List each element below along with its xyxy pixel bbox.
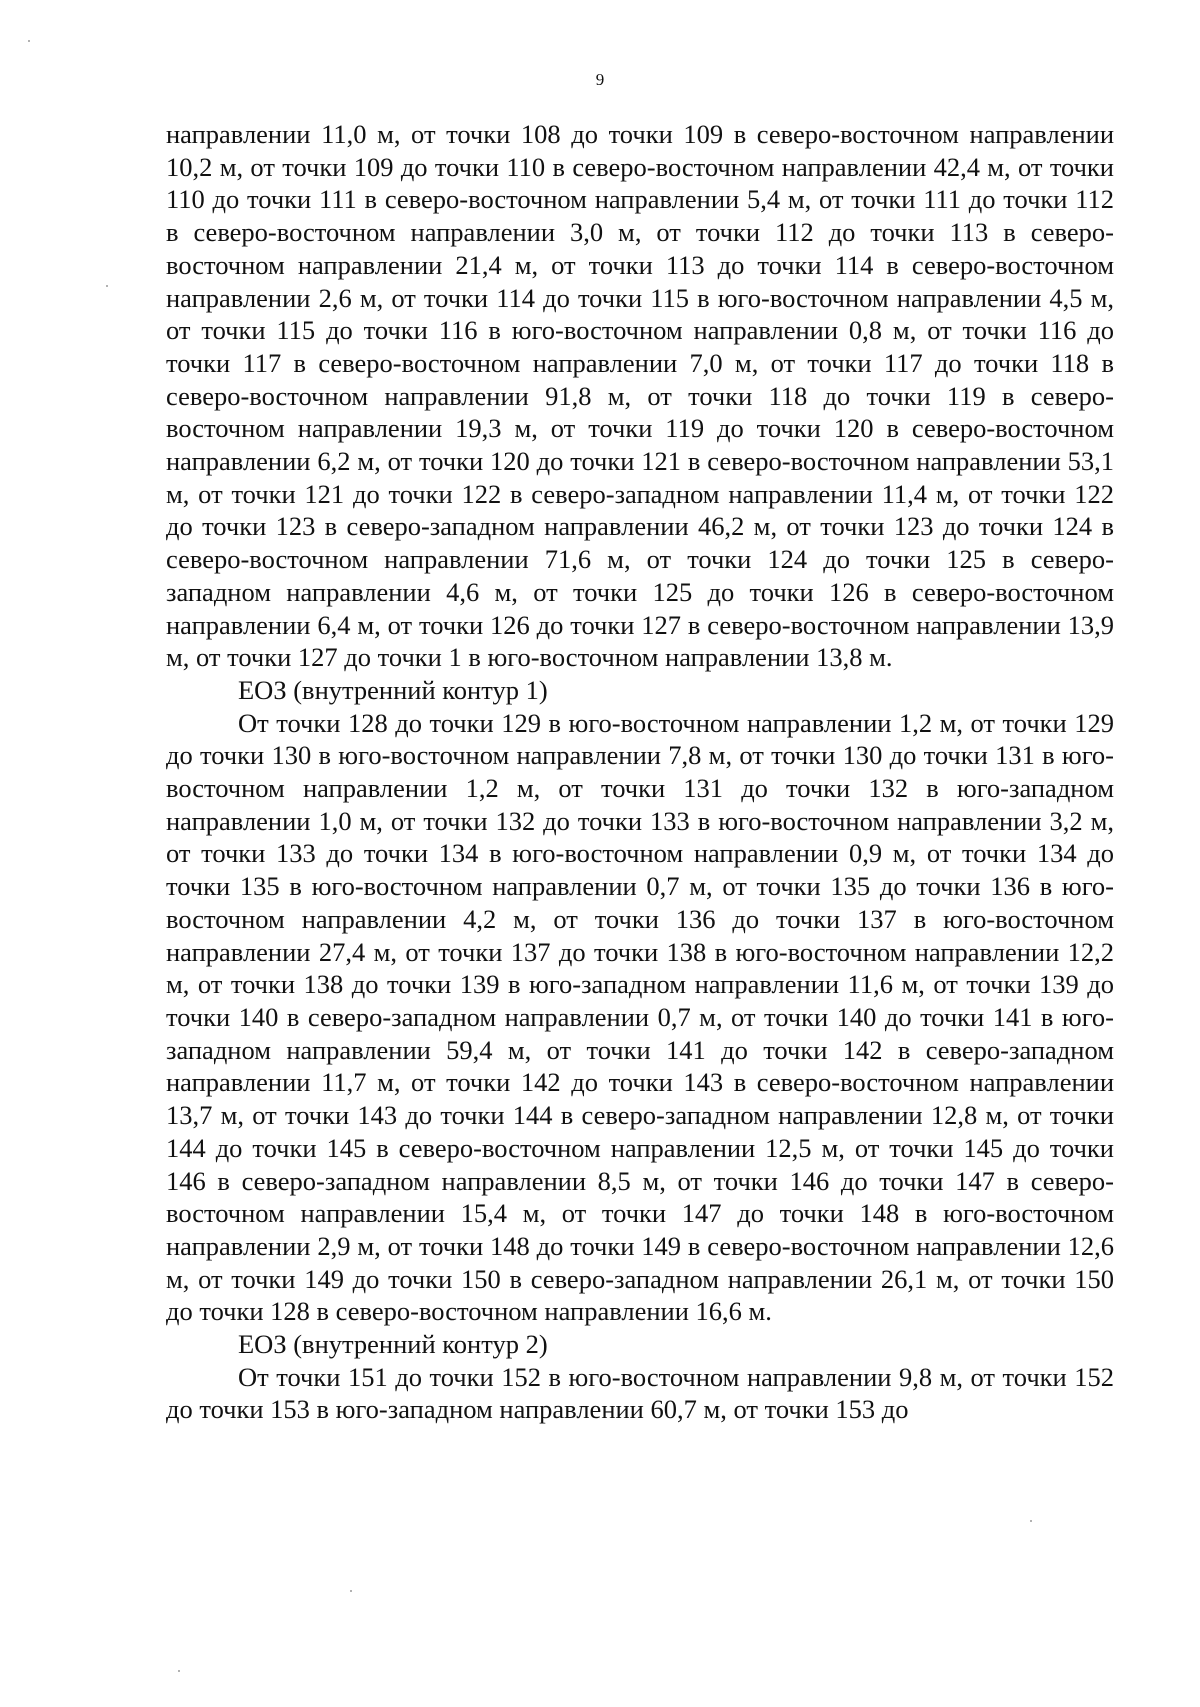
scan-speck: [106, 285, 108, 287]
scan-speck: [28, 40, 30, 42]
section-heading-inner-contour-2: ЕОЗ (внутренний контур 2): [238, 1329, 548, 1360]
scan-speck: [1030, 1520, 1032, 1522]
inner-contour-1-paragraph: От точки 128 до точки 129 в юго-восточном направлении 1,2 м, от точки 129 до точки 130 в юго-восточном направлении 7,8 м, от точки 130 до точки 131 в юго-восточном направлении 1,2 м, от точки 131 до точки 132 в юго-западном направлении 1,0 м, от точки 132 до точки 133 в юго-восточном направлении 3,2 м, от точки 133 до точки 134 в юго-восточном направлении 0,9 м, от точки 134 до точки 135 в юго-восточном направлении 0,7 м, от точки 135 до точки 136 в юго-восточном направлении 4,2 м, от точки 136 до точки 137 в юго-восточном направлении 27,4 м, от точки 137 до точки 138 в юго-восточном направлении 12,2 м, от точки 138 до точки 139 в юго-западном направлении 11,6 м, от точки 139 до точки 140 в северо-западном направлении 0,7 м, от точки 140 до точки 141 в юго-западном направлении 59,4 м, от точки 141 до точки 142 в северо-западном направлении 11,7 м, от точки 142 до точки 143 в северо-восточном направлении 13,7 м, от точки 143 до точки 144 в северо-западном направлении 12,8 м, от точки 144 до точки 145 в северо-восточном направлении 12,5 м, от точки 145 до точки 146 в северо-западном направлении 8,5 м, от точки 146 до точки 147 в северо-восточном направлении 15,4 м, от точки 147 до точки 148 в юго-восточном направлении 2,9 м, от точки 148 до точки 149 в северо-восточном направлении 12,6 м, от точки 149 до точки 150 в северо-западном направлении 26,1 м, от точки 150 до точки 128 в северо-восточном направлении 16,6 м.: [166, 707, 1114, 1327]
scan-speck: [350, 1590, 352, 1592]
section-heading-inner-contour-1: ЕОЗ (внутренний контур 1): [238, 674, 548, 705]
scan-speck: [178, 1670, 180, 1672]
page-number: 9: [595, 70, 605, 89]
boundary-description-paragraph: направлении 11,0 м, от точки 108 до точки 109 в северо-восточном направлении 10,2 м, от точки 109 до точки 110 в северо-восточном направлении 42,4 м, от точки 110 до точки 111 в северо-восточном направлении 5,4 м, от точки 111 до точки 112 в северо-восточном направлении 3,0 м, от точки 112 до точки 113 в северо-восточном направлении 21,4 м, от точки 113 до точки 114 в северо-восточном направлении 2,6 м, от точки 114 до точки 115 в юго-восточном направлении 4,5 м, от точки 115 до точки 116 в юго-восточном направлении 0,8 м, от точки 116 до точки 117 в северо-восточном направлении 7,0 м, от точки 117 до точки 118 в северо-восточном направлении 91,8 м, от точки 118 до точки 119 в северо-восточном направлении 19,3 м, от точки 119 до точки 120 в северо-восточном направлении 6,2 м, от точки 120 до точки 121 в северо-восточном направлении 53,1 м, от точки 121 до точки 122 в северо-западном направлении 11,4 м, от точки 122 до точки 123 в северо-западном направлении 46,2 м, от точки 123 до точки 124 в северо-восточном направлении 71,6 м, от точки 124 до точки 125 в северо-западном направлении 4,6 м, от точки 125 до точки 126 в северо-восточном направлении 6,4 м, от точки 126 до точки 127 в северо-восточном направлении 13,9 м, от точки 127 до точки 1 в юго-восточном направлении 13,8 м.: [166, 119, 1114, 673]
inner-contour-2-paragraph: От точки 151 до точки 152 в юго-восточном направлении 9,8 м, от точки 152 до точки 153 в юго-западном направлении 60,7 м, от точки 153 до: [166, 1361, 1114, 1425]
document-body: [166, 118, 1114, 1426]
